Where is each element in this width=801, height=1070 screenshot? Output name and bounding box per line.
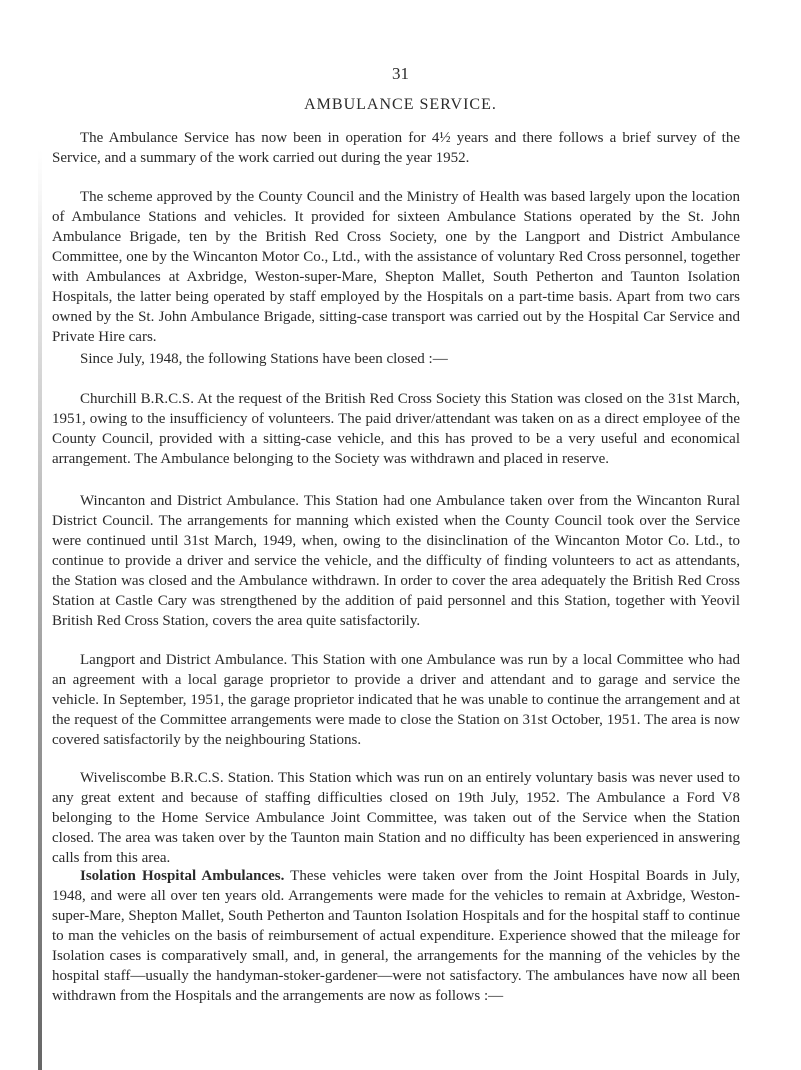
langport-paragraph: Langport and District Ambulance. This Station with one Ambulance was run by a local Committee who had an agreement with a local garage proprietor to provide a driver and attendant and to garage and service the vehicle. In September, 1951, the garage proprietor indicated that he was unable to continue the arrangement and at the request of the Committee arrangements were made to close the Station on 31st October, 1951. The area is now covered satisfactorily by the neighbouring Stations. [52,652,740,748]
isolation-heading: Isolation Hospital Ambulances. [80,868,285,884]
binding-edge-shadow [38,150,42,1070]
scheme-paragraph: The scheme approved by the County Council and the Ministry of Health was based largely upon the location of Ambulance Stations and vehicles. It provided for sixteen Ambulance Stations operated by the St. John Ambulance Brigade, ten by the British Red Cross Society, one by the Langport and District Ambulance Committee, one by the Wincanton Motor Co., Ltd., with the assistance of voluntary Red Cross personnel, together with Ambulances at Axbridge, Weston-super-Mare, Shepton Mallet, South Petherton and Taunton Isolation Hospitals, the latter being operated by staff employed by the Hospitals on a part-time basis. Apart from two cars owned by the St. John Ambulance Brigade, sitting-case transport was carried out by the Hospital Car Service and Private Hire cars. [52,189,740,345]
churchill-paragraph: Churchill B.R.C.S. At the request of the British Red Cross Society this Station was closed on the 31st March, 1951, owing to the insufficiency of volunteers. The paid driver/attendant was taken on as a direct employee of the County Council, provided with a sitting-case vehicle, and this has proved to be a very useful and economical arrangement. The Ambulance belonging to the Society was withdrawn and placed in reserve. [52,391,740,467]
isolation-paragraph [52,866,740,1006]
isolation-body: These vehicles were taken over from the Joint Hospital Boards in July, 1948, and were all over ten years old. Arrangements were made for the vehicles to remain at Axbridge, Weston-super-Mare, Shepton Mallet, South Petherton and Taunton Isolation Hospitals and for the hospital staff to continue to man the vehicles on the basis of reimbursement of actual expenditure. Experience showed that the mileage for Isolation cases is comparatively small, and, in general, the arrangements for the manning of the vehicles by the hospital staff—usually the handyman-stoker-gardener—were not satisfactory. The ambulances have now all been withdrawn from the Hospitals and the arrangements are now as follows :— [52,868,741,1004]
wincanton-paragraph: Wincanton and District Ambulance. This Station had one Ambulance taken over from the Wincanton Rural District Council. The arrangements for manning which existed when the County Council took over the Service were continued until 31st March, 1949, when, owing to the disinclination of the Wincanton Motor Co. Ltd., to continue to provide a driver and service the vehicle, and the difficulty of finding volunteers to act as attendants, the Station was closed and the Ambulance withdrawn. In order to cover the area adequately the British Red Cross Station at Castle Cary was strengthened by the addition of paid personnel and this Station, together with Yeovil British Red Cross Station, covers the area quite satisfactorily. [52,493,740,629]
intro-paragraph: The Ambulance Service has now been in operation for 4½ years and there follows a brief survey of the Service, and a summary of the work carried out during the year 1952. [52,130,740,166]
closed-stations-intro: Since July, 1948, the following Stations have been closed :— [80,351,448,367]
wiveliscombe-paragraph: Wiveliscombe B.R.C.S. Station. This Station which was run on an entirely voluntary basis was never used to any great extent and because of staffing difficulties closed on 19th July, 1952. The Ambulance a Ford V8 belonging to the Home Service Ambulance Joint Committee, was taken out of the Service when the Station closed. The area was taken over by the Taunton main Station and no difficulty has been experienced in answering calls from this area. [52,770,740,866]
page-number: 31 [392,64,409,83]
page-title: AMBULANCE SERVICE. [304,96,497,113]
